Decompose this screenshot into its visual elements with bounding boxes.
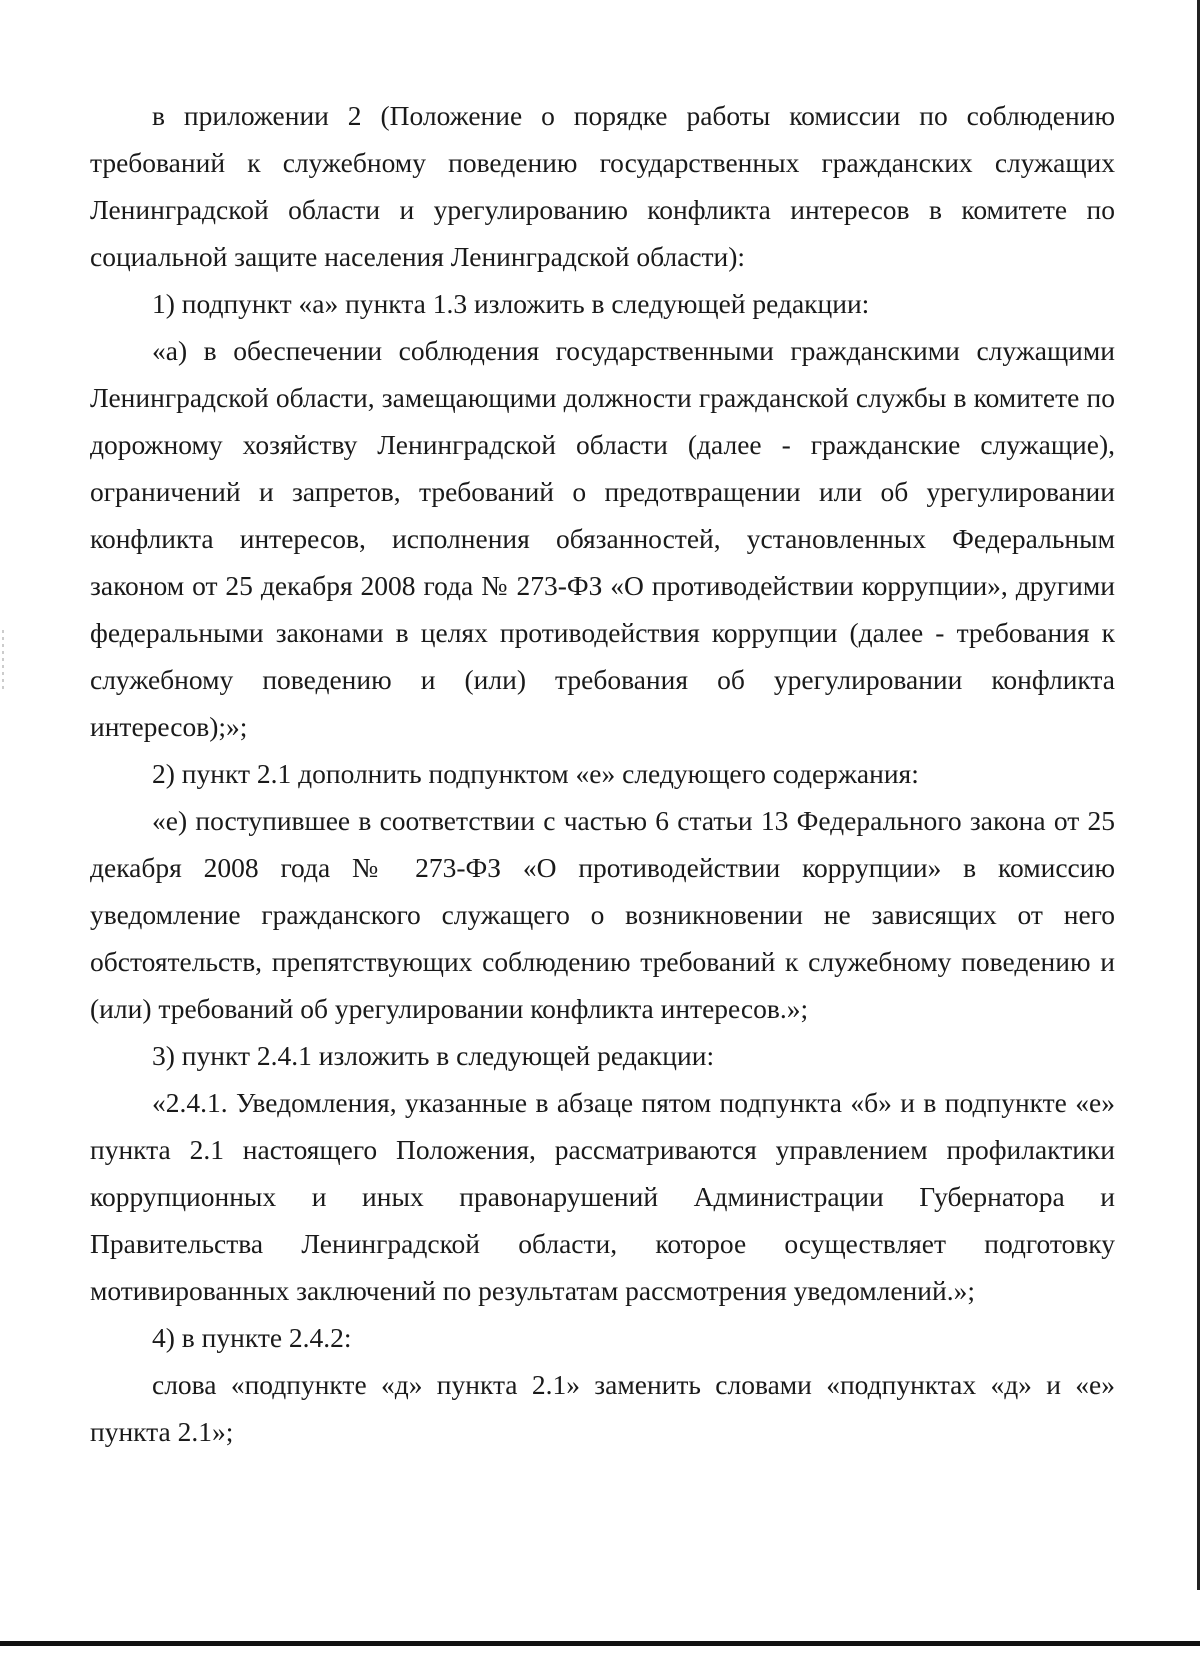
paragraph-intro: в приложении 2 (Положение о порядке работы комиссии по соблюдению требований к служебному поведению государственных гражданских служащих Ленинградской области и урегулированию конфликта интересов в комитете по социальной защите населения Ленинградской области): <box>90 100 1115 272</box>
paragraph-clause-2-4-1: «2.4.1. Уведомления, указанные в абзаце пятом подпункта «б» и в подпункте «е» пункта 2.1 настоящего Положения, рассматриваются управлением профилактики коррупционных и иных правонарушений Администрации Губернатора и Правительства Ленинградской области, которое осуществляет подготовку мотивированных заключений по результатам рассмотрения уведомлений.»; <box>90 1087 1115 1306</box>
paragraph-subitem-e: «е) поступившее в соответствии с частью 6 статьи 13 Федерального закона от 25 декабря 2008 года № 273-ФЗ «О противодействии коррупции» в комиссию уведомление гражданского служащего о возникновении не зависящих от него обстоятельств, препятствующих соблюдению требований к служебному поведению и (или) требований об урегулировании конфликта интересов.»; <box>90 805 1115 1024</box>
paragraph-item-4: 4) в пункте 2.4.2: <box>152 1322 352 1353</box>
paragraph-item-2: 2) пункт 2.1 дополнить подпунктом «е» следующего содержания: <box>152 758 919 789</box>
paragraph-replacement: слова «подпункте «д» пункта 2.1» заменить словами «подпунктах «д» и «е» пункта 2.1»; <box>90 1369 1115 1447</box>
scan-bottom-line <box>0 1641 1200 1646</box>
paragraph-item-1: 1) подпункт «а» пункта 1.3 изложить в следующей редакции: <box>152 288 870 319</box>
document-page <box>90 92 1115 1455</box>
scan-left-marks <box>2 630 4 690</box>
paragraph-item-3: 3) пункт 2.4.1 изложить в следующей редакции: <box>152 1040 715 1071</box>
paragraph-subitem-a: «а) в обеспечении соблюдения государственными гражданскими служащими Ленинградской области, замещающими должности гражданской службы в комитете по дорожному хозяйству Ленинградской области (далее - гражданские служащие), ограничений и запретов, требований о предотвращении или об урегулировании конфликта интересов, исполнения обязанностей, установленных Федеральным законом от 25 декабря 2008 года № 273-ФЗ «О противодействии коррупции», другими федеральными законами в целях противодействия коррупции (далее - требования к служебному поведению и (или) требования об урегулировании конфликта интересов);»; <box>90 335 1115 742</box>
